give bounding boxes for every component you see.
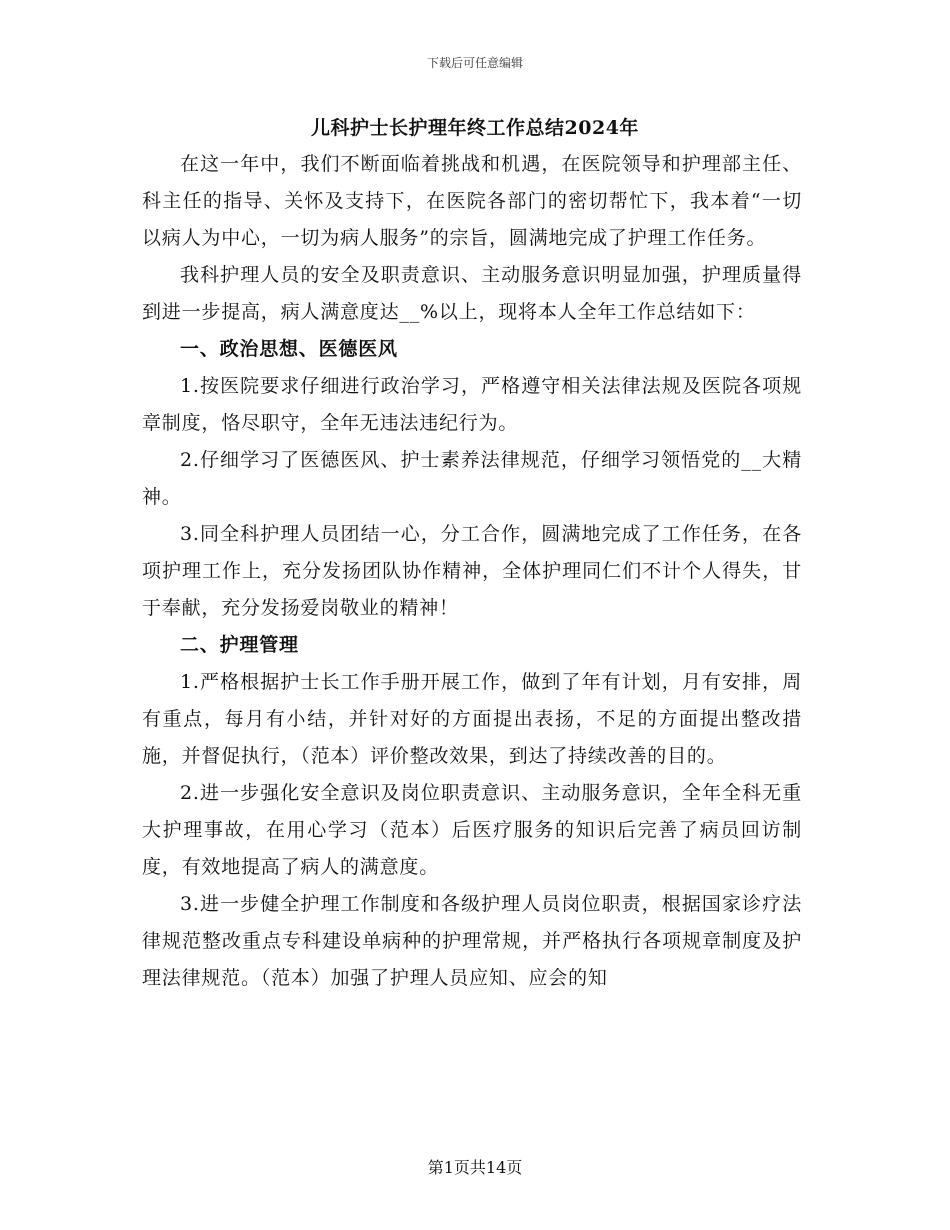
paragraph-politics-2: 2.仔细学习了医德医风、护士素养法律规范，仔细学习领悟党的__大精神。 (142, 449, 802, 508)
paragraph-summary: 我科护理人员的安全及职责意识、主动服务意识明显加强，护理质量得到进一步提高，病人满意度达__%以上，现将本人全年工作总结如下： (142, 264, 802, 323)
section-heading-management: 二、护理管理 (180, 634, 299, 656)
section-heading-politics: 一、政治思想、医德医风 (180, 338, 398, 360)
page-number: 第1页共14页 (427, 1158, 523, 1177)
paragraph-management-3: 3.进一步健全护理工作制度和各级护理人员岗位职责，根据国家诊疗法律规范整改重点专科建设单病种的护理常规，并严格执行各项规章制度及护理法律规范。（范本）加强了护理人员应知、应会的知 (142, 893, 802, 989)
paragraph-politics-3: 3.同全科护理人员团结一心，分工合作，圆满地完成了工作任务，在各项护理工作上，充分发扬团队协作精神，全体护理同仁们不计个人得失，甘于奉献，充分发扬爱岗敬业的精神！ (142, 523, 802, 619)
document-title: 儿科护士长护理年终工作总结2024年 (311, 117, 639, 139)
document-body (142, 146, 802, 997)
paragraph-politics-1: 1.按医院要求仔细进行政治学习，严格遵守相关法律法规及医院各项规章制度，恪尽职守，全年无违法违纪行为。 (142, 375, 802, 434)
paragraph-management-2: 2.进一步强化安全意识及岗位职责意识、主动服务意识，全年全科无重大护理事故，在用心学习（范本）后医疗服务的知识后完善了病员回访制度，有效地提高了病人的满意度。 (142, 782, 802, 878)
paragraph-management-1: 1.严格根据护士长工作手册开展工作，做到了年有计划，月有安排，周有重点，每月有小结，并针对好的方面提出表扬，不足的方面提出整改措施，并督促执行，（范本）评价整改效果，到达了持续改善的目的。 (142, 671, 802, 767)
header-note: 下载后可任意编辑 (426, 56, 523, 70)
paragraph-intro: 在这一年中，我们不断面临着挑战和机遇，在医院领导和护理部主任、科主任的指导、关怀及支持下，在医院各部门的密切帮忙下，我本着“一切以病人为中心，一切为病人服务”的宗旨，圆满地完成了护理工作任务。 (142, 153, 802, 249)
